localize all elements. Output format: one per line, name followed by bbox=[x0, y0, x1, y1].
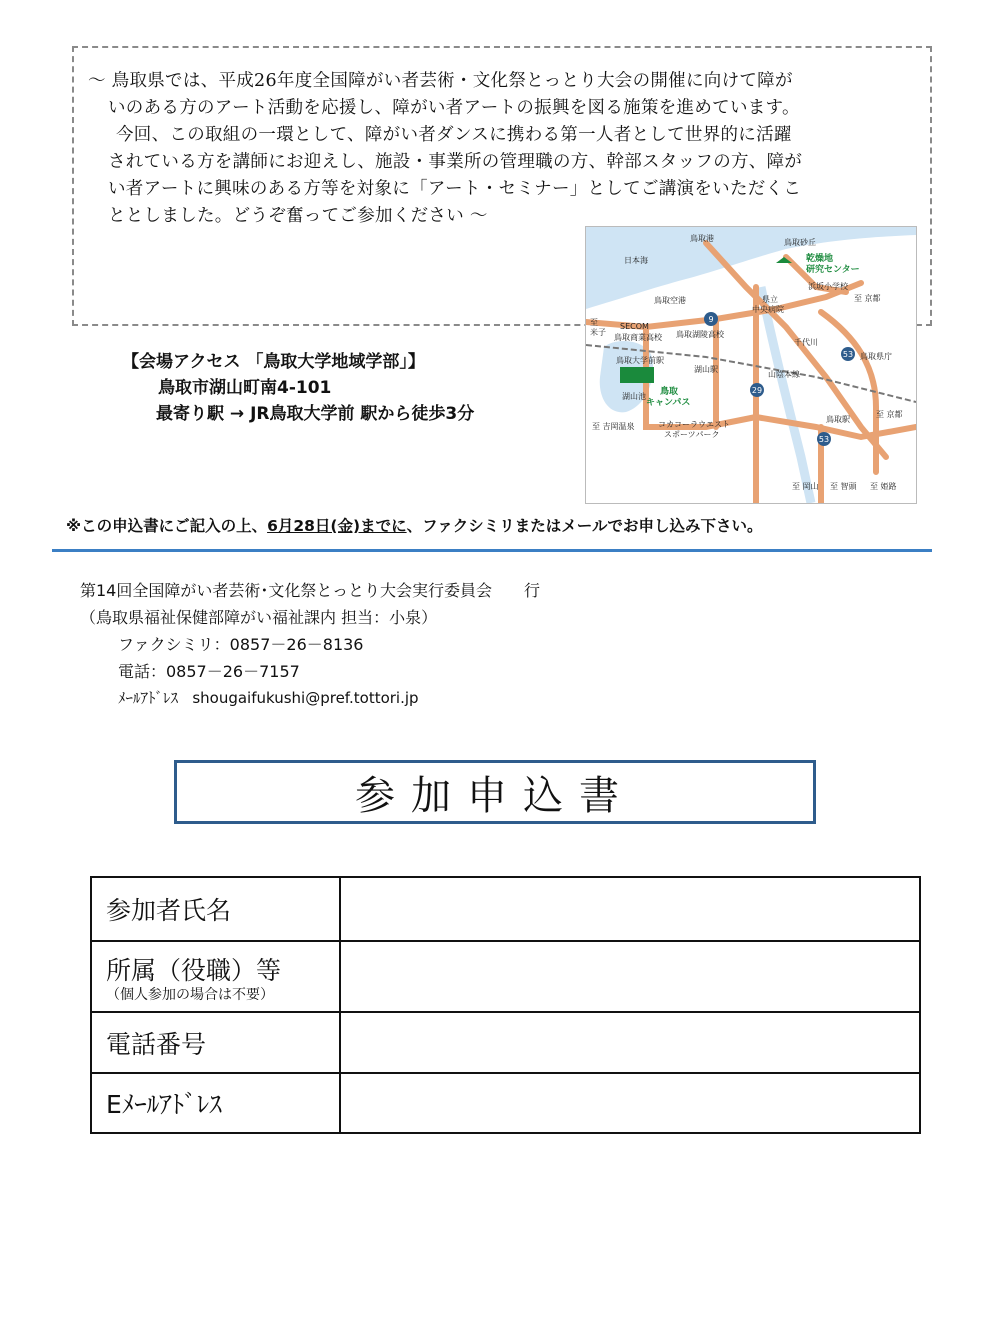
deadline-post: 、ファクシミリまたはメールでお申し込み下さい。 bbox=[406, 517, 763, 535]
map-label: 鳥取県庁 bbox=[860, 352, 892, 361]
intro-line: されている方を講師にお迎えし、施設・事業所の管理職の方、幹部スタッフの方、障が bbox=[108, 152, 803, 172]
map-route-29: 29 bbox=[751, 386, 763, 395]
map-label: 鳥取大学前駅 bbox=[616, 356, 664, 365]
form-label: 所属（役職）等 （個人参加の場合は不要） bbox=[91, 941, 340, 1012]
map-label: 中央病院 bbox=[752, 305, 784, 314]
map-label: 鳥取湖陵高校 bbox=[676, 330, 724, 339]
map-label: スポーツパーク bbox=[664, 430, 720, 439]
map-label: 至 智頭 bbox=[830, 482, 857, 491]
form-row-affiliation bbox=[91, 941, 920, 1012]
contact-mail-label: ﾒｰﾙｱﾄﾞﾚｽ bbox=[118, 689, 179, 707]
map-label: 日本海 bbox=[624, 256, 648, 265]
map-route-53: 53 bbox=[842, 350, 854, 359]
access-title: 【会場アクセス 「鳥取大学地域学部」】 bbox=[122, 352, 425, 372]
intro-text bbox=[88, 68, 908, 230]
map-label: 鳥取駅 bbox=[826, 415, 850, 424]
deadline-notice bbox=[66, 514, 763, 536]
contact-mail[interactable]: shougaifukushi@pref.tottori.jp bbox=[192, 689, 419, 707]
map-label: 米子 bbox=[590, 328, 606, 337]
access-address: 鳥取市湖山町南4-101 bbox=[158, 378, 332, 398]
intro-line: ～ 鳥取県では、平成26年度全国障がい者芸術・文化祭とっとり大会の開催に向けて障が bbox=[88, 71, 793, 91]
map-route-53: 53 bbox=[818, 435, 830, 444]
form-label: 電話番号 bbox=[91, 1012, 340, 1073]
access-map bbox=[585, 226, 917, 504]
contact-tel: 電話：0857－26－7157 bbox=[118, 662, 300, 681]
contact-mail-row bbox=[80, 685, 540, 712]
map-label: SECOM bbox=[620, 322, 649, 331]
contact-recipient: 第14回全国障がい者芸術･文化祭とっとり大会実行委員会 行 bbox=[80, 581, 541, 600]
deadline-pre: ※この申込書にご記入の上、 bbox=[66, 517, 268, 535]
map-label: 山陰本線 bbox=[768, 370, 800, 379]
map-label: 至 京都 bbox=[854, 294, 881, 303]
contact-dept: （鳥取県福祉保健部障がい福祉課内 担当：小泉） bbox=[80, 608, 438, 627]
map-label: 鳥取商業高校 bbox=[614, 333, 662, 342]
form-row-name bbox=[91, 877, 920, 941]
map-campus-site bbox=[620, 367, 654, 383]
form-title-box bbox=[174, 760, 816, 824]
map-label: コカコーラウエスト bbox=[658, 420, 730, 429]
map-label: 鳥取 bbox=[660, 387, 679, 397]
contact-block bbox=[80, 577, 540, 712]
deadline-date: 6月28日(金)までに bbox=[267, 517, 407, 535]
map-label: 乾燥地 bbox=[806, 254, 834, 264]
map-label: 至 吉岡温泉 bbox=[592, 422, 635, 431]
map-label: 至 岡山 bbox=[792, 482, 819, 491]
map-label: 鳥取砂丘 bbox=[784, 238, 816, 247]
application-form bbox=[90, 876, 921, 1134]
map-label: 研究センター bbox=[806, 265, 860, 275]
contact-fax: ファクシミリ：0857－26－8136 bbox=[118, 635, 364, 654]
intro-line: い者アートに興味のある方等を対象に「アート・セミナー」としてご講演をいただくこ bbox=[108, 179, 802, 199]
map-label: 湖山駅 bbox=[694, 365, 718, 374]
form-row-email bbox=[91, 1073, 920, 1133]
map-river bbox=[761, 287, 811, 503]
map-label: 鳥取空港 bbox=[654, 296, 686, 305]
venue-access bbox=[122, 349, 474, 427]
name-field[interactable] bbox=[340, 877, 920, 941]
map-label: キャンパス bbox=[646, 398, 691, 408]
form-row-phone bbox=[91, 1012, 920, 1073]
form-label-note: （個人参加の場合は不要） bbox=[106, 986, 274, 1003]
divider bbox=[52, 549, 932, 552]
map-label: 至 bbox=[590, 318, 598, 327]
map-label: 鳥取港 bbox=[690, 234, 714, 243]
intro-line: ととしました。どうぞ奮ってご参加ください ～ bbox=[108, 206, 488, 226]
map-label: 湖山池 bbox=[622, 392, 646, 401]
access-station: 最寄り駅 → JR鳥取大学前 駅から徒歩3分 bbox=[156, 404, 475, 424]
map-label: 至 京都 bbox=[876, 410, 903, 419]
email-field[interactable] bbox=[340, 1073, 920, 1133]
intro-line: いのある方のアート活動を応援し、障がい者アートの振興を図る施策を進めています。 bbox=[108, 98, 800, 118]
map-label: 千代川 bbox=[794, 338, 818, 347]
map-label: 県立 bbox=[762, 295, 778, 304]
form-title: 参加申込書 bbox=[355, 772, 635, 819]
map-route-9: 9 bbox=[708, 315, 714, 324]
form-label: 参加者氏名 bbox=[91, 877, 340, 941]
form-label: Eﾒｰﾙｱﾄﾞﾚｽ bbox=[91, 1073, 340, 1133]
phone-field[interactable] bbox=[340, 1012, 920, 1073]
intro-line: 今回、この取組の一環として、障がい者ダンスに携わる第一人者として世界的に活躍 bbox=[116, 125, 792, 145]
map-label: 浜坂小学校 bbox=[808, 282, 848, 291]
map-label: 至 姫路 bbox=[870, 482, 897, 491]
affiliation-field[interactable] bbox=[340, 941, 920, 1012]
